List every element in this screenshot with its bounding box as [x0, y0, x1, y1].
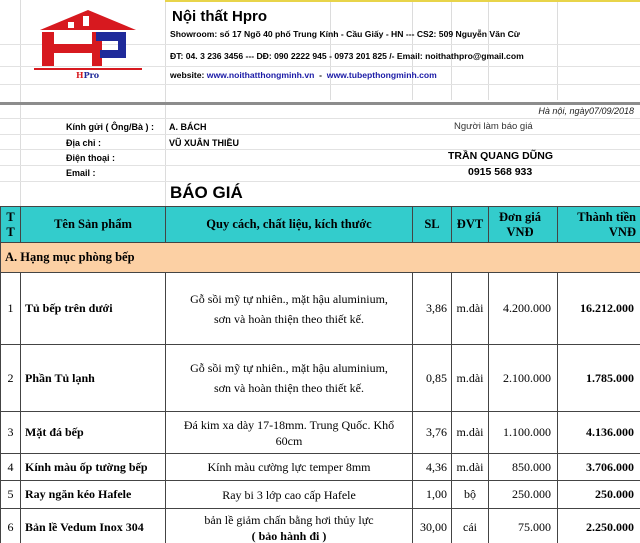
website-separator: -	[319, 70, 323, 80]
table-row[interactable]	[1, 273, 640, 345]
gridline	[0, 118, 640, 119]
logo-house-icon	[28, 6, 148, 80]
quote-table	[0, 206, 640, 543]
customer-to-value[interactable]: A. BÁCH	[169, 122, 207, 132]
unit: m.dài	[452, 345, 489, 412]
product-name: Kính màu ốp tường bếp	[21, 454, 166, 481]
company-logo	[28, 6, 148, 80]
product-spec: Đá kim xa dày 17-18mm. Trung Quốc. Khổ 60cm	[166, 412, 413, 454]
product-name: Phần Tủ lạnh	[21, 345, 166, 412]
selection-border	[165, 0, 640, 2]
table-row[interactable]	[1, 481, 640, 509]
preparer-phone: 0915 568 933	[468, 166, 533, 178]
header-separator	[0, 102, 640, 105]
customer-to-label: Kính gửi ( Ông/Bà ) :	[66, 122, 155, 132]
product-spec: Gỗ sồi mỹ tự nhiên., mặt hậu aluminium, sơn và hoàn thiện theo thiết kế.	[166, 345, 413, 412]
header-unit-price: Đơn giá VNĐ	[489, 207, 558, 243]
header-tt: T T	[1, 207, 21, 243]
gridline	[412, 0, 413, 100]
quantity: 3,76	[413, 412, 452, 454]
gridline	[451, 0, 452, 100]
unit: m.dài	[452, 273, 489, 345]
quantity: 30,00	[413, 509, 452, 543]
svg-text:HPro: HPro	[76, 70, 100, 80]
unit-price: 2.100.000	[489, 345, 558, 412]
gridline	[0, 84, 640, 85]
unit-price: 75.000	[489, 509, 558, 543]
table-row[interactable]	[1, 412, 640, 454]
row-number: 2	[1, 345, 21, 412]
unit: bộ	[452, 481, 489, 509]
customer-email-label: Email :	[66, 168, 96, 178]
table-header-row	[1, 207, 640, 243]
row-number: 4	[1, 454, 21, 481]
unit-price: 850.000	[489, 454, 558, 481]
unit: m.dài	[452, 454, 489, 481]
row-number: 5	[1, 481, 21, 509]
product-spec: bản lề giảm chấn bằng hơi thủy lực ( bảo hành đi )	[166, 509, 413, 543]
gridline	[557, 0, 558, 100]
table-row[interactable]	[1, 454, 640, 481]
website-label: website:	[170, 70, 205, 80]
header-spec: Quy cách, chất liệu, kích thước	[166, 207, 413, 243]
gridline	[0, 165, 640, 166]
product-name: Ray ngăn kéo Hafele	[21, 481, 166, 509]
quantity: 1,00	[413, 481, 452, 509]
product-spec: Gỗ sồi mỹ tự nhiên., mặt hậu aluminium, sơn và hoàn thiện theo thiết kế.	[166, 273, 413, 345]
line-total: 1.785.000	[558, 345, 640, 412]
header-unit: ĐVT	[452, 207, 489, 243]
table-row[interactable]	[1, 509, 640, 543]
preparer-title: Người làm báo giá	[454, 121, 533, 132]
line-total: 4.136.000	[558, 412, 640, 454]
product-spec: Ray bi 3 lớp cao cấp Hafele	[166, 481, 413, 509]
customer-address-label: Địa chỉ :	[66, 138, 102, 148]
quote-date: Hà nội, ngày07/09/2018	[538, 106, 634, 116]
unit-price: 1.100.000	[489, 412, 558, 454]
unit: cái	[452, 509, 489, 543]
product-name: Mặt đá bếp	[21, 412, 166, 454]
line-total: 3.706.000	[558, 454, 640, 481]
unit: m.dài	[452, 412, 489, 454]
row-number: 3	[1, 412, 21, 454]
unit-price: 4.200.000	[489, 273, 558, 345]
line-total: 2.250.000	[558, 509, 640, 543]
website-link-1[interactable]: www.noithatthongminh.vn	[206, 70, 315, 80]
product-name: Bản lề Vedum Inox 304	[21, 509, 166, 543]
contact-line: ĐT: 04. 3 236 3456 --- DĐ: 090 2222 945 - 0973 201 825 /- Email: noithathpro@gmail.com	[170, 51, 524, 61]
quantity: 0,85	[413, 345, 452, 412]
document-title: BÁO GIÁ	[170, 183, 243, 202]
row-number: 6	[1, 509, 21, 543]
quantity: 4,36	[413, 454, 452, 481]
section-row	[1, 243, 640, 273]
line-total: 16.212.000	[558, 273, 640, 345]
gridline	[488, 0, 489, 100]
line-total: 250.000	[558, 481, 640, 509]
quantity: 3,86	[413, 273, 452, 345]
row-number: 1	[1, 273, 21, 345]
customer-phone-label: Điện thoại :	[66, 153, 115, 163]
product-spec: Kính màu cường lực temper 8mm	[166, 454, 413, 481]
gridline	[0, 181, 640, 182]
website-line	[170, 70, 437, 80]
website-link-2[interactable]: www.tubepthongminh.com	[326, 70, 437, 80]
product-name: Tủ bếp trên dưới	[21, 273, 166, 345]
header-total: Thành tiền VNĐ	[558, 207, 640, 243]
gridline	[330, 0, 331, 100]
unit-price: 250.000	[489, 481, 558, 509]
preparer-name: TRẦN QUANG DŨNG	[448, 150, 553, 162]
header-product-name: Tên Sản phẩm	[21, 207, 166, 243]
table-row[interactable]	[1, 345, 640, 412]
gridline	[0, 134, 640, 135]
company-name: Nội thất Hpro	[172, 8, 267, 25]
section-title: A. Hạng mục phòng bếp	[1, 243, 640, 273]
showroom-address: Showroom: số 17 Ngõ 40 phố Trung Kính - Cầu Giấy - HN --- CS2: 509 Nguyễn Văn Cừ	[170, 29, 521, 39]
customer-address-value[interactable]: VŨ XUÂN THIỀU	[169, 138, 240, 148]
header-qty: SL	[413, 207, 452, 243]
